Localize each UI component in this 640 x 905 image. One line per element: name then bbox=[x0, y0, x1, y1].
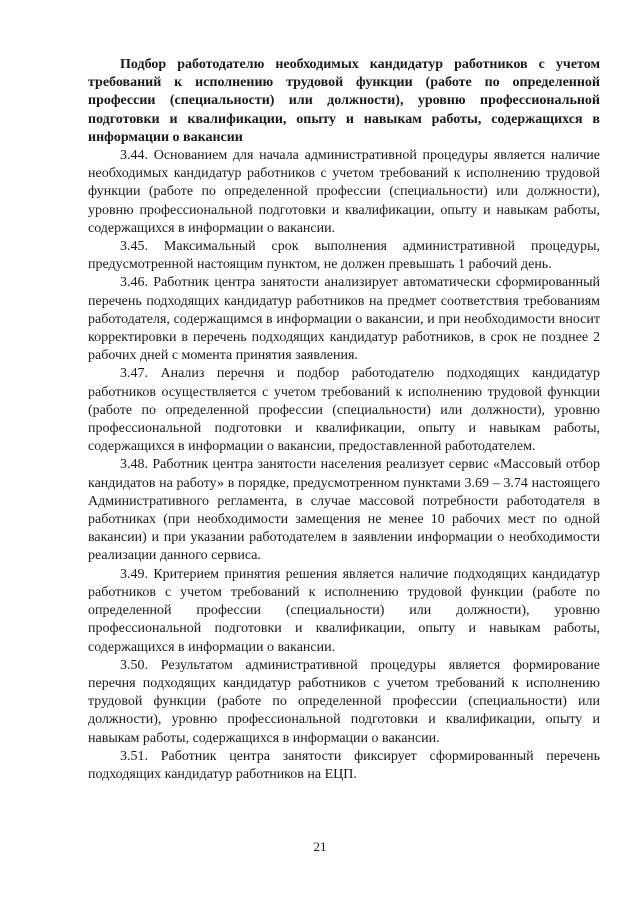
document-page bbox=[88, 56, 600, 784]
paragraph-3-51: 3.51. Работник центра занятости фиксирует сформированный перечень подходящих кандидатур работников на ЕЦП. bbox=[88, 748, 600, 782]
section-heading: Подбор работодателю необходимых кандидатур работников с учетом требований к исполнению трудовой функции (работе по определенной профессии (специальности) или должности), уровню профессиональной подготовки и квалификации, опыту и навыкам работы, содержащихся в информации о вакансии bbox=[88, 57, 600, 145]
paragraph-3-47: 3.47. Анализ перечня и подбор работодателю подходящих кандидатур работников осуществляется с учетом требований к исполнению трудовой функции (работе по определенной профессии (специальности) или должности), уровню профессиональной подготовки и квалификации, опыту и навыкам работы, содержащихся в информации о вакансии, предоставленной работодателем. bbox=[88, 366, 600, 455]
page-number: 21 bbox=[313, 839, 327, 854]
paragraph-3-45: 3.45. Максимальный срок выполнения административной процедуры, предусмотренной настоящим пунктом, не должен превышать 1 рабочий день. bbox=[88, 239, 600, 273]
paragraph-3-48: 3.48. Работник центра занятости населения реализует сервис «Массовый отбор кандидатов на работу» в порядке, предусмотренном пунктами 3.69 – 3.74 настоящего Административного регламента, в случае массовой потребности работодателя в работниках (при необходимости замещения не менее 10 рабочих мест по одной вакансии) и при указании работодателем в заявлении информации о необходимости реализации данного сервиса. bbox=[88, 457, 600, 564]
paragraph-3-44: 3.44. Основанием для начала административной процедуры является наличие необходимых кандидатур работников с учетом требований к исполнению трудовой функции (работе по определенной профессии (специальности) или должности), уровню профессиональной подготовки и квалификации, опыту и навыкам работы, содержащихся в информации о вакансии. bbox=[88, 148, 600, 236]
paragraph-3-46: 3.46. Работник центра занятости анализирует автоматически сформированный перечень подходящих кандидатур работников на предмет соответствия требованиям работодателя, содержащимся в информации о вакансии, и при необходимости вносит корректировки в перечень подходящих кандидатур работников, в срок не позднее 2 рабочих дней с момента принятия заявления. bbox=[88, 275, 600, 364]
paragraph-3-49: 3.49. Критерием принятия решения является наличие подходящих кандидатур работников с учетом требований к исполнению трудовой функции (работе по определенной профессии (специальности) или должности), уровню профессиональной подготовки и квалификации, опыту и навыкам работы, содержащихся в информации о вакансии. bbox=[88, 566, 600, 655]
paragraph-3-50: 3.50. Результатом административной процедуры является формирование перечня подходящих кандидатур работников с учетом требований к исполнению трудовой функции (работе по определенной профессии (специальности) или должности), уровню профессиональной подготовки и квалификации, опыту и навыкам работы, содержащихся в информации о вакансии. bbox=[88, 657, 600, 746]
